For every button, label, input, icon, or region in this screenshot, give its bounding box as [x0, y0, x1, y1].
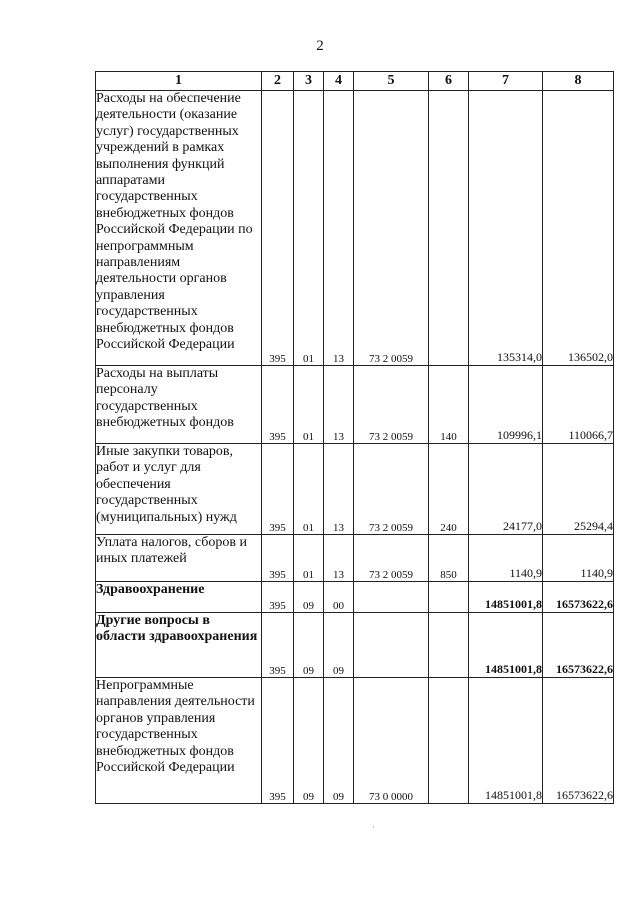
scan-speck: · [372, 823, 375, 832]
expense-name: Расходы на обеспечение деятельности (оказание услуг) государственных учреждений в рамках выполнения функций аппаратами государственных внебюджетных фондов Российской Федерации по непрограммным направлениям деятельности органов управления государственных внебюджетных фондов Российской Федерации [96, 91, 262, 366]
expense-type-code [429, 582, 469, 613]
ministry-code: 395 [262, 535, 294, 582]
table-row [96, 444, 614, 535]
target-item-code: 73 2 0059 [354, 444, 429, 535]
column-header: 5 [354, 72, 429, 91]
column-header: 7 [469, 72, 543, 91]
amount-col8: 1140,9 [543, 535, 614, 582]
subsection-code: 13 [324, 535, 354, 582]
expense-type-code [429, 91, 469, 366]
expense-type-code: 140 [429, 366, 469, 444]
subsection-code: 00 [324, 582, 354, 613]
expense-type-code [429, 613, 469, 678]
section-code: 09 [294, 678, 324, 804]
section-code: 09 [294, 613, 324, 678]
ministry-code: 395 [262, 678, 294, 804]
subsection-code: 09 [324, 613, 354, 678]
column-header: 1 [96, 72, 262, 91]
subsection-code: 13 [324, 91, 354, 366]
section-code: 01 [294, 535, 324, 582]
subsection-code: 13 [324, 444, 354, 535]
amount-col7: 135314,0 [469, 91, 543, 366]
page-number: 2 [316, 38, 324, 54]
amount-col7: 1140,9 [469, 535, 543, 582]
target-item-code: 73 2 0059 [354, 535, 429, 582]
expense-name: Расходы на выплаты персоналу государственных внебюджетных фондов [96, 366, 262, 444]
amount-col7: 14851001,8 [469, 582, 543, 613]
ministry-code: 395 [262, 582, 294, 613]
amount-col8: 25294,4 [543, 444, 614, 535]
table-row [96, 582, 614, 613]
amount-col8: 16573622,6 [543, 613, 614, 678]
section-code: 01 [294, 444, 324, 535]
section-code: 01 [294, 91, 324, 366]
target-item-code: 73 0 0000 [354, 678, 429, 804]
expense-type-code: 850 [429, 535, 469, 582]
ministry-code: 395 [262, 444, 294, 535]
target-item-code [354, 582, 429, 613]
amount-col8: 110066,7 [543, 366, 614, 444]
table-row [96, 91, 614, 366]
target-item-code [354, 613, 429, 678]
amount-col7: 14851001,8 [469, 678, 543, 804]
table-row [96, 535, 614, 582]
section-code: 09 [294, 582, 324, 613]
column-header: 4 [324, 72, 354, 91]
table-row [96, 678, 614, 804]
column-header: 8 [543, 72, 614, 91]
table-row [96, 366, 614, 444]
column-header: 3 [294, 72, 324, 91]
ministry-code: 395 [262, 366, 294, 444]
ministry-code: 395 [262, 613, 294, 678]
subsection-code: 09 [324, 678, 354, 804]
expense-name: Здравоохранение [96, 582, 262, 613]
budget-table [95, 71, 614, 804]
expense-name: Иные закупки товаров, работ и услуг для обеспечения государственных (муниципальных) нужд [96, 444, 262, 535]
expense-name: Уплата налогов, сборов и иных платежей [96, 535, 262, 582]
expense-name: Другие вопросы в области здравоохранения [96, 613, 262, 678]
amount-col7: 24177,0 [469, 444, 543, 535]
amount-col8: 16573622,6 [543, 582, 614, 613]
expense-type-code: 240 [429, 444, 469, 535]
column-header: 6 [429, 72, 469, 91]
table-row [96, 613, 614, 678]
subsection-code: 13 [324, 366, 354, 444]
section-code: 01 [294, 366, 324, 444]
ministry-code: 395 [262, 91, 294, 366]
column-header: 2 [262, 72, 294, 91]
target-item-code: 73 2 0059 [354, 91, 429, 366]
amount-col8: 16573622,6 [543, 678, 614, 804]
target-item-code: 73 2 0059 [354, 366, 429, 444]
amount-col7: 109996,1 [469, 366, 543, 444]
amount-col8: 136502,0 [543, 91, 614, 366]
amount-col7: 14851001,8 [469, 613, 543, 678]
expense-name: Непрограммные направления деятельности органов управления государственных внебюджетных фондов Российской Федерации [96, 678, 262, 804]
table-header-row [96, 72, 614, 91]
expense-type-code [429, 678, 469, 804]
